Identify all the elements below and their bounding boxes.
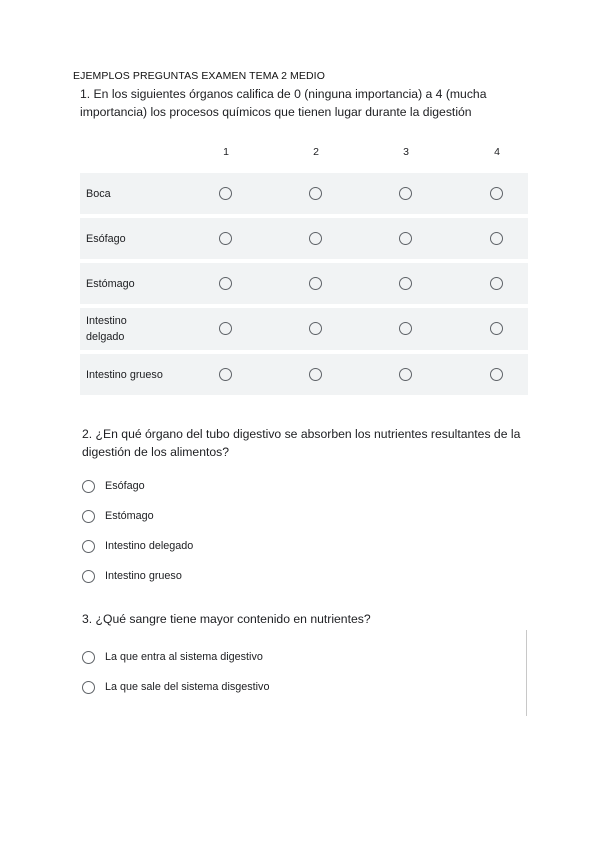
radio-intestino-delgado-1[interactable] (219, 322, 232, 335)
column-header-1: 1 (223, 146, 229, 158)
radio-estomago-1[interactable] (219, 277, 232, 290)
radio-intestino-delgado-4[interactable] (490, 322, 503, 335)
rating-grid (80, 140, 528, 381)
q3-option-sale[interactable] (82, 678, 269, 696)
question-3-text: 3. ¿Qué sangre tiene mayor contenido en nutrientes? (82, 612, 371, 626)
option-label: Intestino grueso (105, 570, 182, 582)
radio-intestino-grueso-4[interactable] (490, 368, 503, 381)
radio-button[interactable] (82, 480, 95, 493)
row-label: Intestino grueso (86, 368, 163, 381)
column-header-2: 2 (313, 146, 319, 158)
option-label: Intestino delegado (105, 540, 194, 552)
radio-esofago-4[interactable] (490, 232, 503, 245)
radio-button[interactable] (82, 651, 95, 664)
q3-option-entra[interactable] (82, 648, 263, 666)
q2-option-esofago[interactable] (82, 477, 145, 495)
radio-estomago-3[interactable] (399, 277, 412, 290)
option-label: La que entra al sistema digestivo (105, 651, 263, 663)
radio-button[interactable] (82, 570, 95, 583)
grid-header (80, 140, 528, 170)
radio-button[interactable] (82, 540, 95, 553)
column-header-4: 4 (494, 146, 500, 158)
option-label: Esófago (105, 480, 145, 492)
radio-intestino-delgado-3[interactable] (399, 322, 412, 335)
question-1-text: 1. En los siguientes órganos califica de 0 (ninguna importancia) a 4 (mucha importancia) los procesos químicos que tienen lugar durante la digestión (80, 87, 487, 119)
q2-option-estomago[interactable] (82, 507, 154, 525)
grid-row-intestino-delgado (80, 308, 528, 350)
radio-boca-3[interactable] (399, 187, 412, 200)
radio-esofago-1[interactable] (219, 232, 232, 245)
radio-intestino-grueso-3[interactable] (399, 368, 412, 381)
row-label: Esófago (86, 232, 126, 245)
radio-esofago-3[interactable] (399, 232, 412, 245)
grid-row-esofago (80, 218, 528, 259)
crop-edge-divider (526, 630, 527, 716)
row-label: Boca (86, 187, 111, 200)
radio-estomago-4[interactable] (490, 277, 503, 290)
option-label: La que sale del sistema disgestivo (105, 681, 270, 693)
q2-option-intestino-grueso[interactable] (82, 567, 182, 585)
row-label: Estómago (86, 277, 135, 290)
document-title: EJEMPLOS PREGUNTAS EXAMEN TEMA 2 MEDIO (73, 70, 325, 82)
grid-row-intestino-grueso (80, 354, 528, 395)
radio-button[interactable] (82, 681, 95, 694)
radio-intestino-grueso-2[interactable] (309, 368, 322, 381)
radio-boca-1[interactable] (219, 187, 232, 200)
radio-button[interactable] (82, 510, 95, 523)
option-label: Estómago (105, 510, 154, 522)
radio-boca-2[interactable] (309, 187, 322, 200)
question-2-text: 2. ¿En qué órgano del tubo digestivo se absorben los nutrientes resultantes de la digestión de los alimentos? (82, 427, 521, 459)
radio-intestino-delgado-2[interactable] (309, 322, 322, 335)
row-label: Intestino delgado (86, 315, 127, 343)
q2-option-intestino-delegado[interactable] (82, 537, 193, 555)
radio-estomago-2[interactable] (309, 277, 322, 290)
radio-boca-4[interactable] (490, 187, 503, 200)
radio-intestino-grueso-1[interactable] (219, 368, 232, 381)
radio-esofago-2[interactable] (309, 232, 322, 245)
grid-row-estomago (80, 263, 528, 304)
grid-row-boca (80, 173, 528, 214)
column-header-3: 3 (403, 146, 409, 158)
